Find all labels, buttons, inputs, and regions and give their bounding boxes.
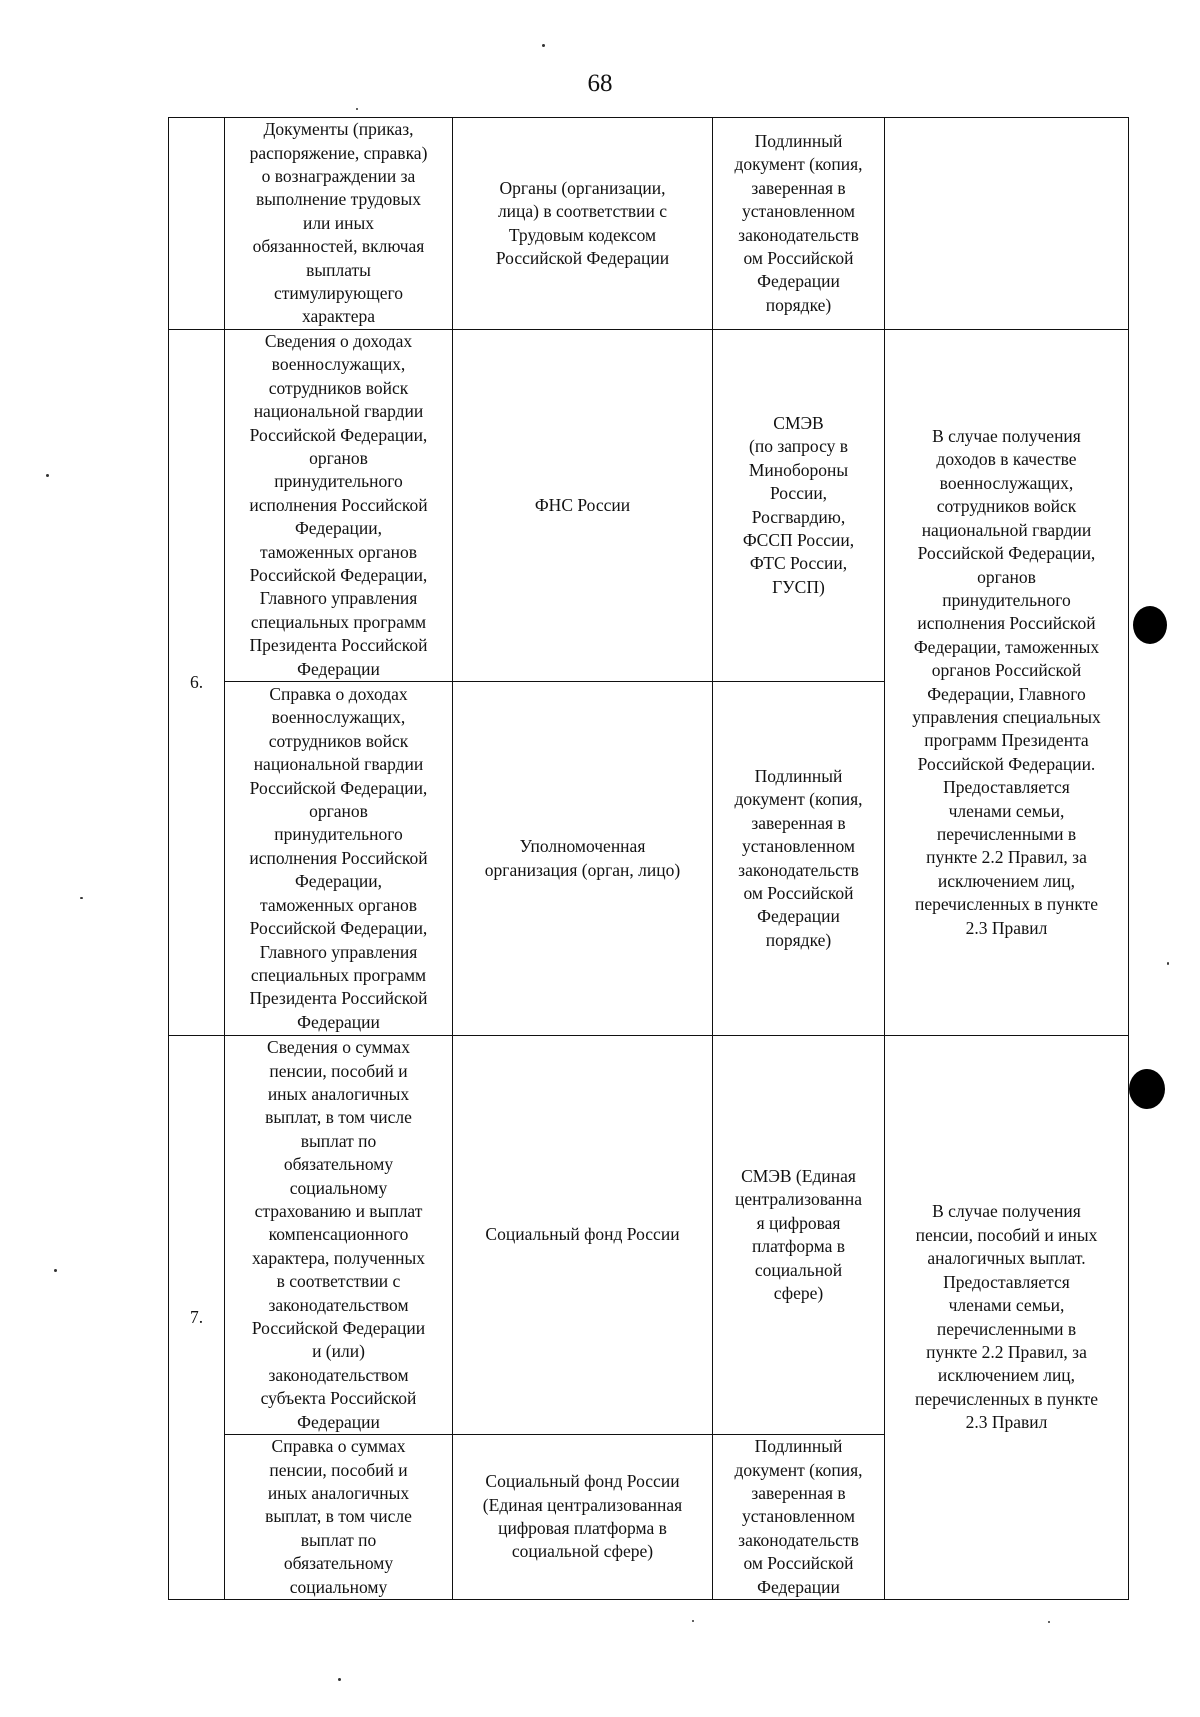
- punch-hole-mark: [1129, 1069, 1165, 1109]
- scan-speck: [338, 1678, 341, 1681]
- table-row: [169, 1036, 1129, 1435]
- scan-speck: [1048, 1621, 1050, 1623]
- source-cell: Социальный фонд России (Единая централизованная цифровая платформа в социальной сфере): [453, 1435, 713, 1600]
- document-cell: Сведения о доходах военнослужащих, сотрудников войск национальной гвардии Российской Федерации, органов принудительного исполнения Российской Федерации, таможенных органов Российской Федерации, Главного управления специальных программ Президента Российской Федерации: [225, 330, 453, 682]
- form-cell: Подлинный документ (копия, заверенная в установленном законодательств ом Российской Федерации порядке): [713, 682, 885, 1036]
- note-cell: В случае получения доходов в качестве военнослужащих, сотрудников войск национальной гвардии Российской Федерации, органов принудительного исполнения Российской Федерации, таможенных органов Российской Федерации, Главного управления специальных программ Президента Российской Федерации. Предоставляется членами семьи, перечисленными в пункте 2.2 Правил, за исключением лиц, перечисленных в пункте 2.3 Правил: [885, 330, 1129, 1036]
- scan-speck: [1167, 962, 1169, 965]
- document-cell: Справка о суммах пенсии, пособий и иных аналогичных выплат, в том числе выплат по обязательному социальному: [225, 1435, 453, 1600]
- document-cell: Справка о доходах военнослужащих, сотрудников войск национальной гвардии Российской Федерации, органов принудительного исполнения Российской Федерации, таможенных органов Российской Федерации, Главного управления специальных программ Президента Российской Федерации: [225, 682, 453, 1036]
- source-cell: Уполномоченная организация (орган, лицо): [453, 682, 713, 1036]
- note-cell: [885, 118, 1129, 330]
- row-number-cell: 6.: [169, 330, 225, 1036]
- table-row: [169, 118, 1129, 330]
- form-cell: Подлинный документ (копия, заверенная в установленном законодательств ом Российской Федерации: [713, 1435, 885, 1600]
- row-number-cell: 7.: [169, 1036, 225, 1600]
- document-cell: Документы (приказ, распоряжение, справка) о вознаграждении за выполнение трудовых или иных обязанностей, включая выплаты стимулирующего характера: [225, 118, 453, 330]
- documents-table: [168, 117, 1129, 1600]
- scan-speck: [542, 44, 545, 47]
- scan-speck: [46, 474, 49, 477]
- source-cell: Органы (организации, лица) в соответствии с Трудовым кодексом Российской Федерации: [453, 118, 713, 330]
- scan-speck: [54, 1269, 57, 1272]
- form-cell: СМЭВ (Единая централизованна я цифровая платформа в социальной сфере): [713, 1036, 885, 1435]
- scan-speck: [356, 108, 358, 110]
- row-number-cell: [169, 118, 225, 330]
- form-cell: Подлинный документ (копия, заверенная в установленном законодательств ом Российской Федерации порядке): [713, 118, 885, 330]
- scan-speck: [692, 1620, 694, 1622]
- page-number: 68: [587, 70, 613, 97]
- table-row: [169, 330, 1129, 682]
- scan-speck: [80, 897, 83, 899]
- source-cell: Социальный фонд России: [453, 1036, 713, 1435]
- source-cell: ФНС России: [453, 330, 713, 682]
- punch-hole-mark: [1133, 606, 1167, 644]
- form-cell: СМЭВ (по запросу в Минобороны России, Росгвардию, ФССП России, ФТС России, ГУСП): [713, 330, 885, 682]
- note-cell: В случае получения пенсии, пособий и иных аналогичных выплат. Предоставляется членами семьи, перечисленными в пункте 2.2 Правил, за исключением лиц, перечисленных в пункте 2.3 Правил: [885, 1036, 1129, 1600]
- document-cell: Сведения о суммах пенсии, пособий и иных аналогичных выплат, в том числе выплат по обязательному социальному страхованию и выплат компенсационного характера, полученных в соответствии с законодательством Российской Федерации и (или) законодательством субъекта Российской Федерации: [225, 1036, 453, 1435]
